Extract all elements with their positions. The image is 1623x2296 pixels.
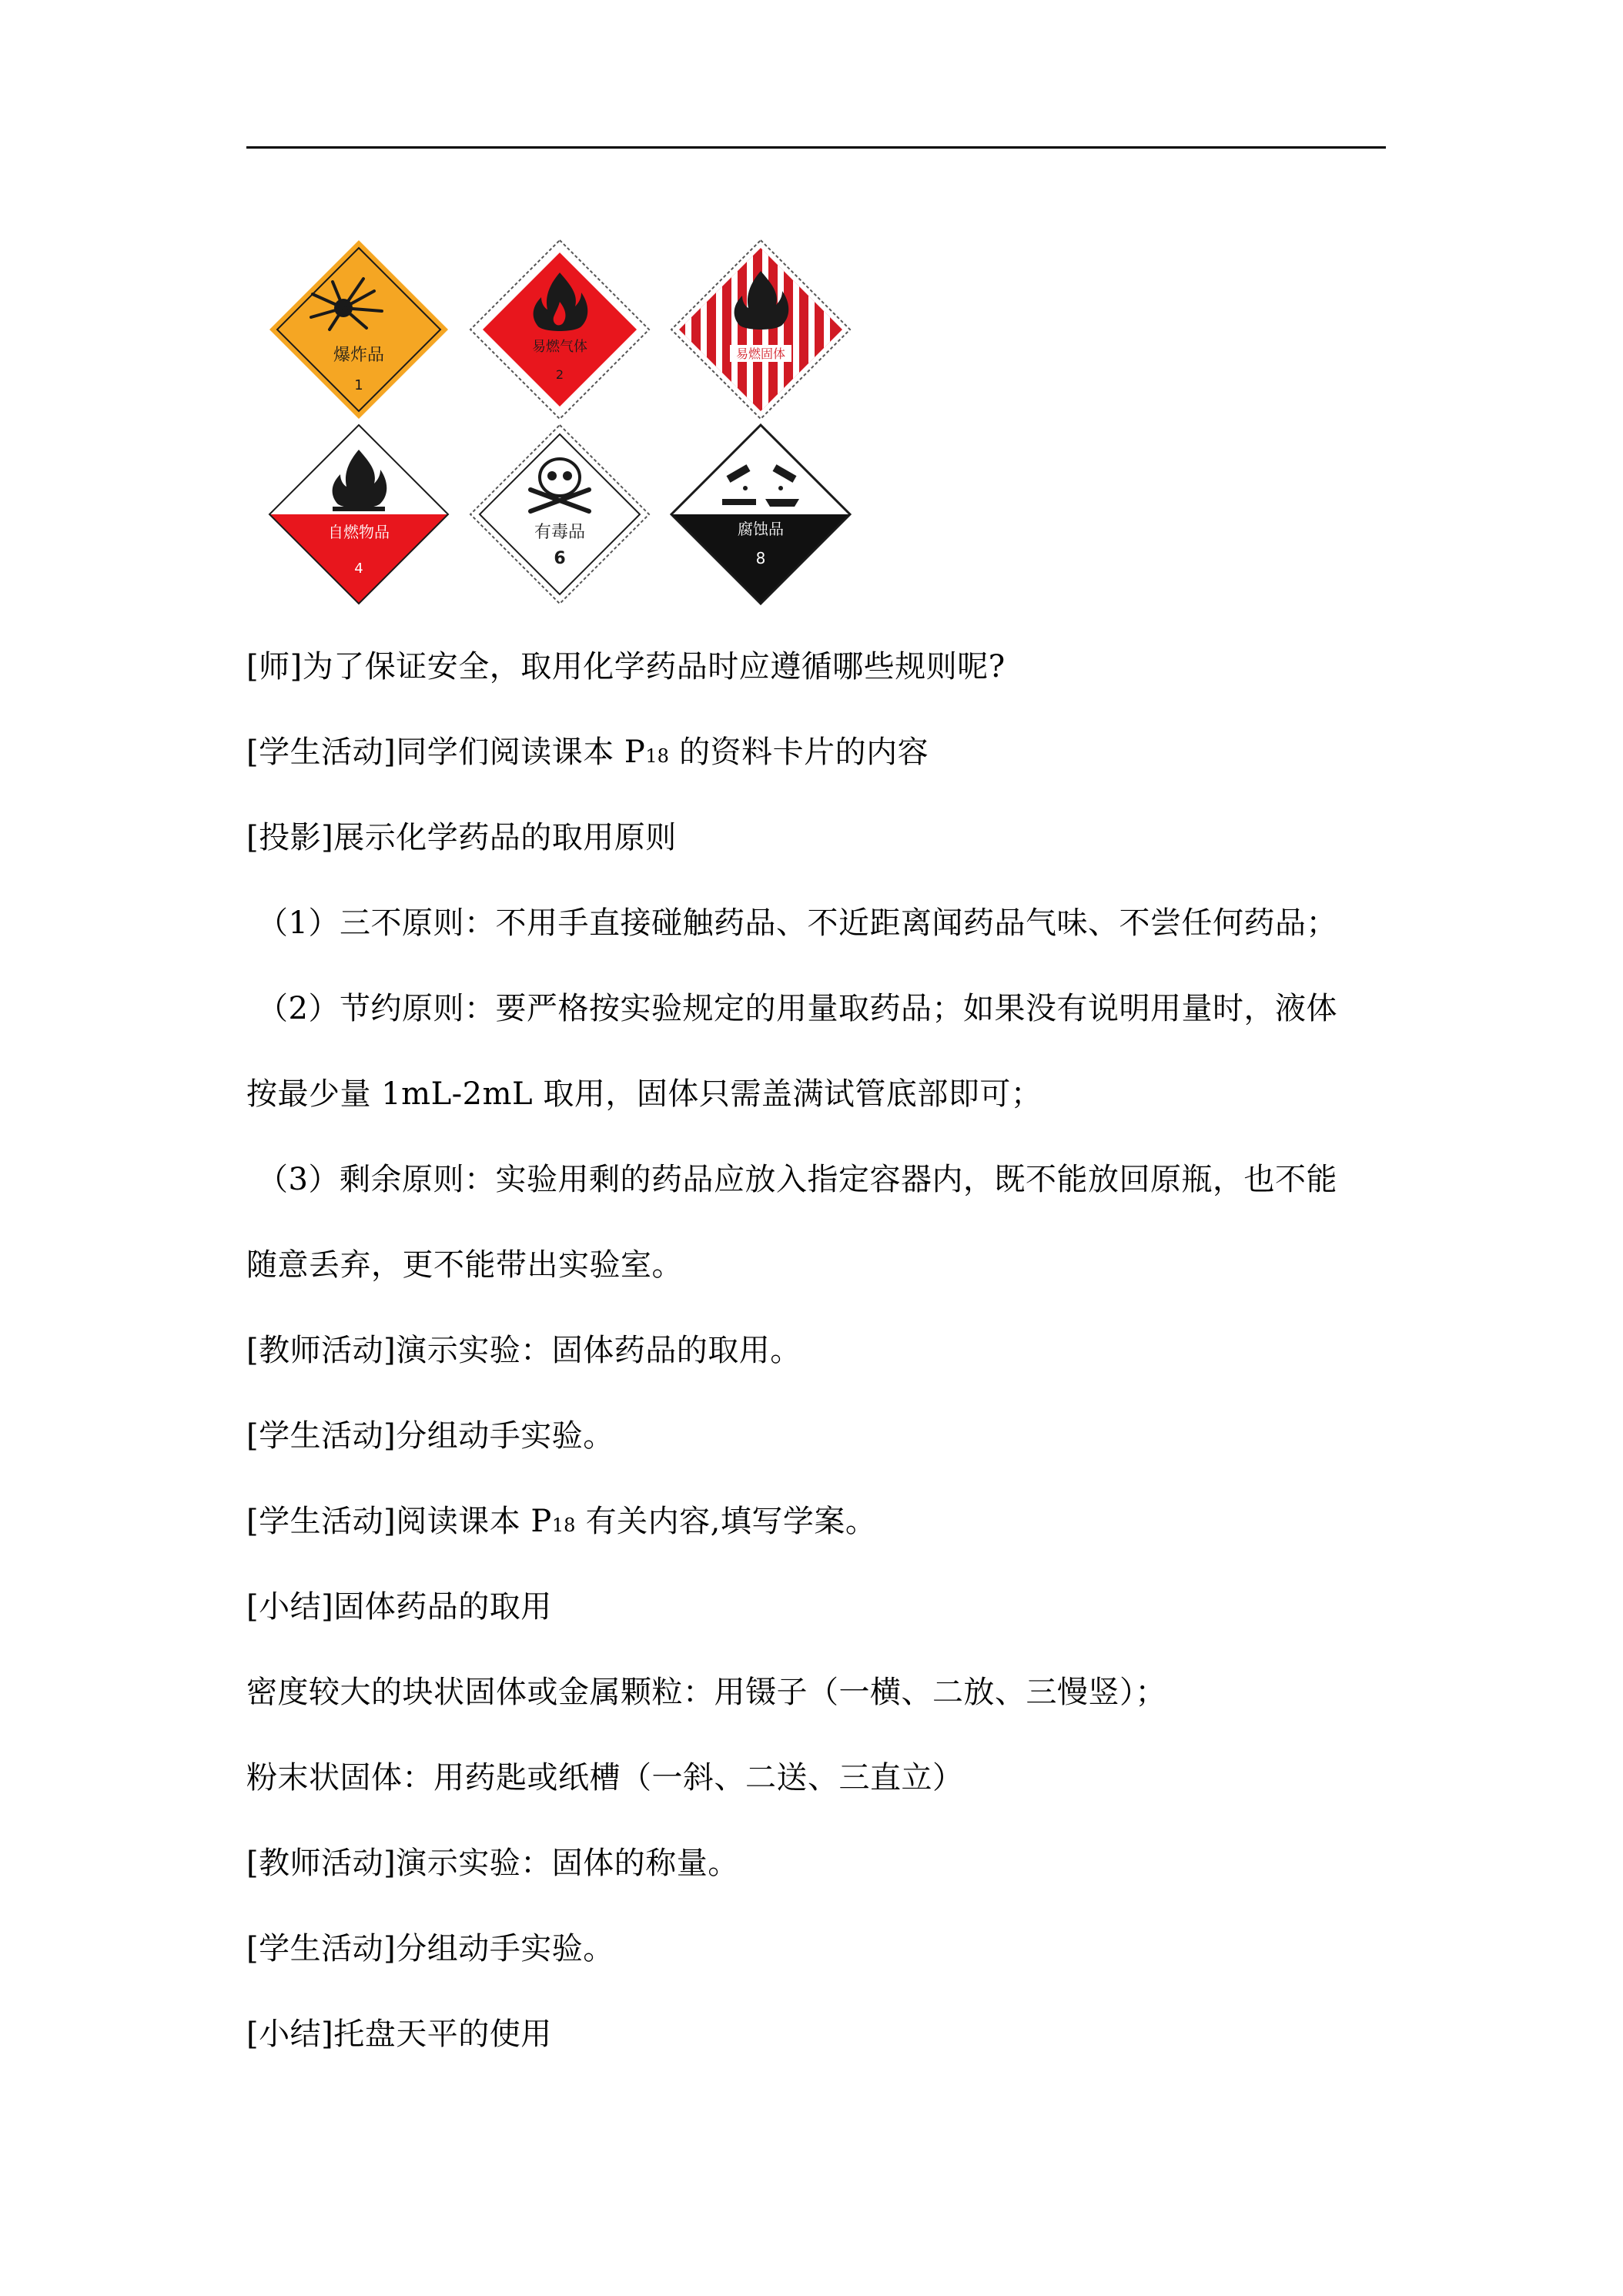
explosive-icon [266,237,451,422]
flammable-gas-sign [467,237,652,422]
text-line-9: [教师活动]演示实验：固体药品的取用。 [246,1333,801,1368]
text-line-12: [小结]固体药品的取用 [246,1589,552,1625]
text-line-3: [投影]展示化学药品的取用原则 [246,820,677,855]
text-line-1: [师]为了保证安全，取用化学药品时应遵循哪些规则呢? [246,649,1006,684]
text-line-2: [学生活动]同学们阅读课本 P18 的资料卡片的内容 [246,735,929,770]
page-subscript: 18 [551,1514,576,1536]
toxic-sign [467,422,652,607]
flame-icon [467,237,652,422]
spontaneous-sign [266,422,451,607]
text-line-13: 密度较大的块状固体或金属颗粒：用镊子（一横、二放、三慢竖）； [246,1675,1166,1710]
fire-icon [266,422,451,607]
explosive-sign [266,237,451,422]
text-line-11: [学生活动]阅读课本 P18 有关内容,填写学案。 [246,1504,877,1539]
flammable-gas-number: 2 [555,367,564,382]
flammable-solid-label: 易燃固体 [735,346,786,361]
header-rule [246,146,1386,149]
explosive-label: 爆炸品 [333,346,385,365]
flammable-solid-sign [668,237,853,422]
text-line-14: 粉末状固体：用药匙或纸槽（一斜、二送、三直立） [246,1760,964,1796]
text-line-7: （3）剩余原则：实验用剩的药品应放入指定容器内，既不能放回原瓶，也不能 [257,1162,1337,1197]
corrosive-icon [668,422,853,607]
text-line-17: [小结]托盘天平的使用 [246,2017,552,2052]
text-line-15: [教师活动]演示实验：固体的称量。 [246,1846,739,1881]
page-subscript: 18 [645,745,669,767]
explosive-number: 1 [354,377,363,393]
text-line-5: （2）节约原则：要严格按实验规定的用量取药品；如果没有说明用量时，液体 [257,991,1337,1026]
spontaneous-number: 4 [354,561,363,577]
toxic-number: 6 [554,549,566,568]
corrosive-label: 腐蚀品 [738,520,784,538]
toxic-label: 有毒品 [534,523,586,542]
text-line-6: 按最少量 1mL-2mL 取用，固体只需盖满试管底部即可； [246,1076,1042,1112]
spontaneous-label: 自燃物品 [328,523,390,541]
text-line-16: [学生活动]分组动手实验。 [246,1931,614,1966]
striped-flame-icon [668,237,853,422]
corrosive-sign [668,422,853,607]
flammable-gas-label: 易燃气体 [532,339,587,355]
corrosive-number: 8 [755,549,766,567]
text-line-4: （1）三不原则：不用手直接碰触药品、不近距离闻药品气味、不尝任何药品； [257,905,1337,941]
text-line-8: 随意丢弃，更不能带出实验室。 [246,1247,683,1283]
skull-icon [467,422,652,607]
text-line-10: [学生活动]分组动手实验。 [246,1418,614,1454]
